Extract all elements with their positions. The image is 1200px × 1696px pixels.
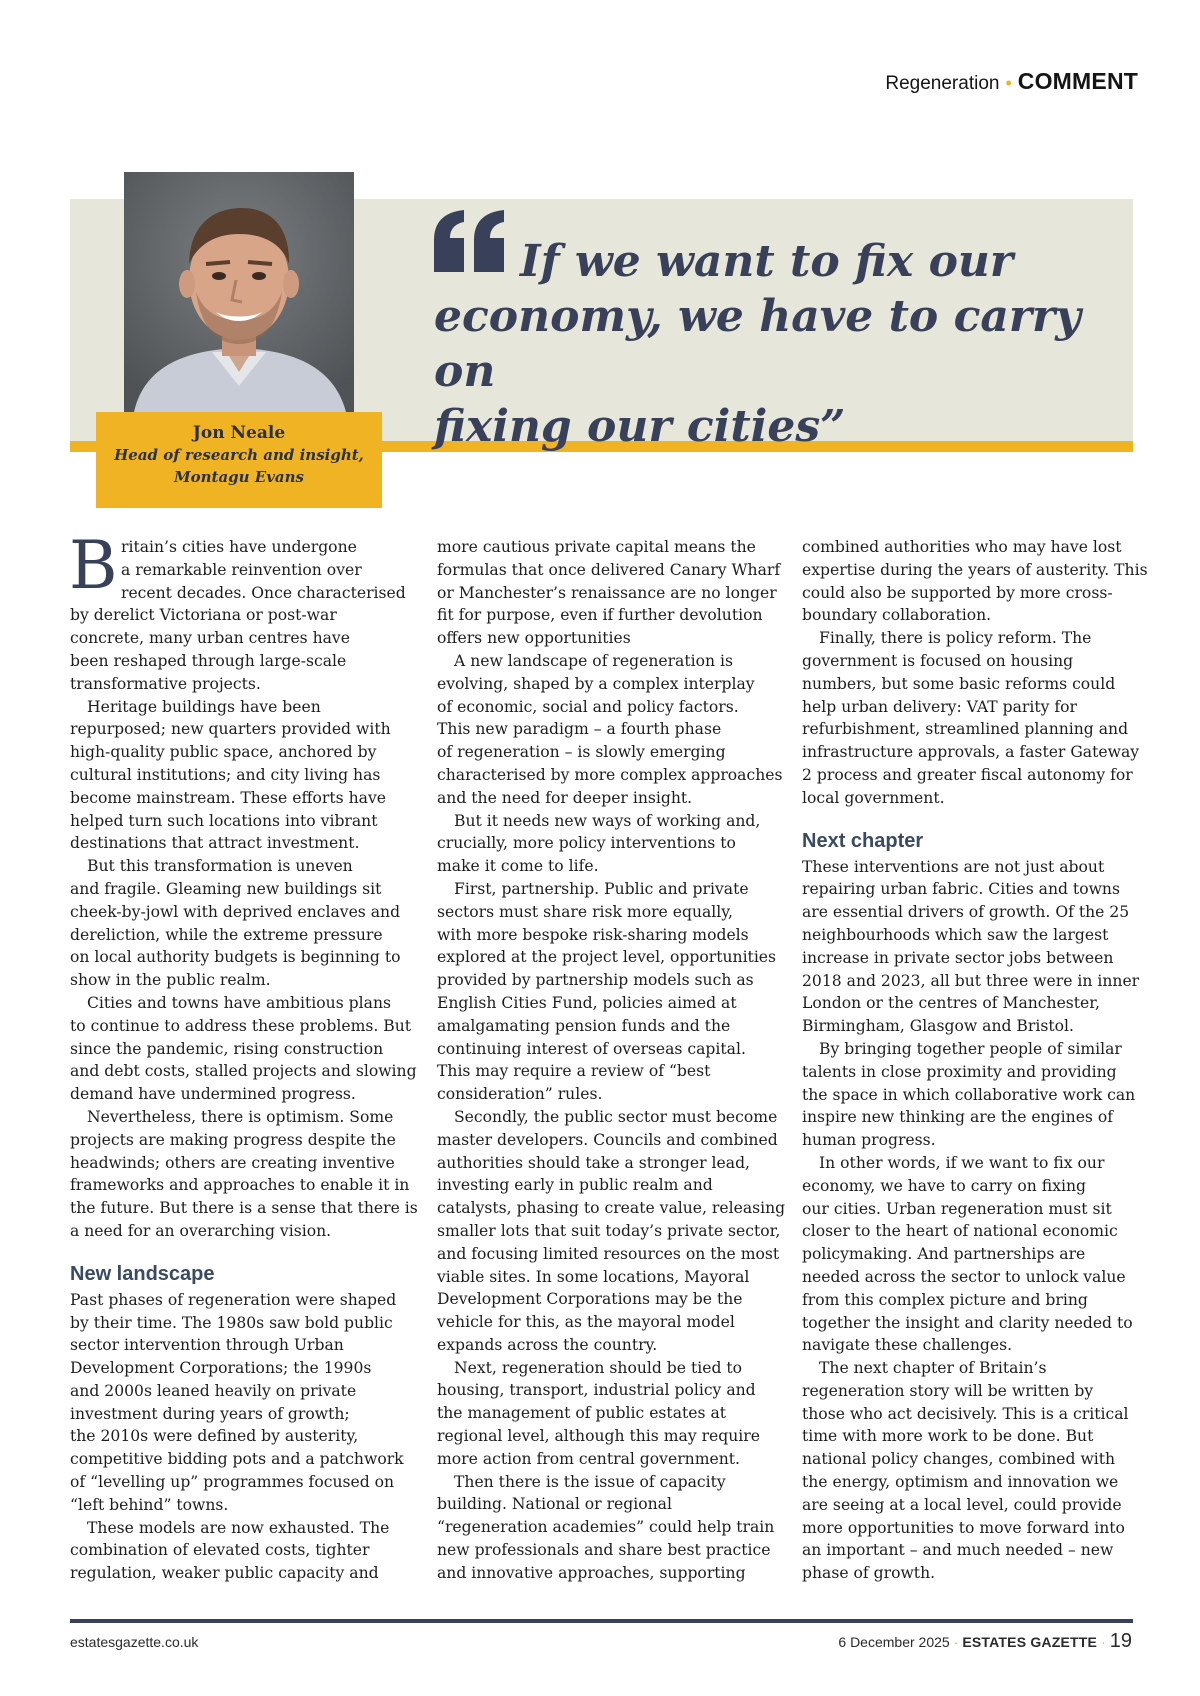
body-text-line: together the insight and clarity needed to bbox=[802, 1313, 1133, 1332]
body-text-line: repairing urban fabric. Cities and towns bbox=[802, 880, 1120, 899]
body-text-line: show in the public realm. bbox=[70, 971, 271, 990]
body-text-line: Past phases of regeneration were shaped bbox=[70, 1290, 397, 1309]
article-column-3 bbox=[802, 536, 1148, 1585]
body-text-line: government is focused on housing bbox=[802, 651, 1074, 670]
body-text-line: recent decades. Once characterised bbox=[121, 583, 406, 602]
body-text-line: master developers. Councils and combined bbox=[437, 1130, 778, 1149]
body-text-line: provided by partnership models such as bbox=[437, 971, 754, 990]
body-text-line: crucially, more policy interventions to bbox=[437, 834, 736, 853]
body-text-line: phase of growth. bbox=[802, 1564, 936, 1583]
body-text-line: This may require a review of “best bbox=[437, 1062, 711, 1081]
body-text-line: by their time. The 1980s saw bold public bbox=[70, 1313, 393, 1332]
body-text-line: headwinds; others are creating inventive bbox=[70, 1153, 395, 1172]
pull-quote-line: economy, we have to carry on bbox=[434, 291, 1081, 397]
body-text-line: with more bespoke risk-sharing models bbox=[437, 925, 749, 944]
body-text-line: vehicle for this, as the mayoral model bbox=[437, 1313, 735, 1332]
body-text-line: But it needs new ways of working and, bbox=[454, 811, 761, 830]
pull-quote bbox=[434, 234, 1114, 454]
body-text-line: In other words, if we want to fix our bbox=[819, 1153, 1105, 1172]
body-text-line: a need for an overarching vision. bbox=[70, 1221, 332, 1240]
body-text-line: economy, we have to carry on fixing bbox=[802, 1176, 1086, 1195]
body-text-line: policymaking. And partnerships are bbox=[802, 1245, 1086, 1264]
pull-quote-line: If we want to fix our bbox=[520, 236, 1014, 287]
body-text-line: amalgamating pension funds and the bbox=[437, 1016, 731, 1035]
footer-rule bbox=[70, 1619, 1133, 1623]
body-text-line: transformative projects. bbox=[70, 674, 261, 693]
body-text-line: building. National or regional bbox=[437, 1495, 672, 1514]
body-text-line: Heritage buildings have been bbox=[87, 697, 321, 716]
body-text-line: sector intervention through Urban bbox=[70, 1336, 344, 1355]
body-text-line: high-quality public space, anchored by bbox=[70, 743, 377, 762]
body-text-line: an important – and much needed – new bbox=[802, 1541, 1114, 1560]
page-number: 19 bbox=[1109, 1630, 1132, 1652]
body-text-line: navigate these challenges. bbox=[802, 1336, 1013, 1355]
body-text-line: authorities should take a stronger lead, bbox=[437, 1153, 751, 1172]
body-text-line: become mainstream. These efforts have bbox=[70, 788, 386, 807]
body-text-line: make it come to life. bbox=[437, 857, 599, 876]
body-text-line: The next chapter of Britain’s bbox=[819, 1359, 1047, 1378]
body-text-line: and the need for deeper insight. bbox=[437, 788, 693, 807]
body-text-line: boundary collaboration. bbox=[802, 606, 992, 625]
body-text-line: increase in private sector jobs between bbox=[802, 948, 1114, 967]
body-text-line: evolving, shaped by a complex interplay bbox=[437, 674, 755, 693]
body-text-line: the future. But there is a sense that there is bbox=[70, 1199, 418, 1218]
footer-separator: · bbox=[1101, 1634, 1106, 1650]
body-text-line: English Cities Fund, policies aimed at bbox=[437, 993, 737, 1012]
author-photo bbox=[124, 172, 354, 412]
body-text-line: needed across the sector to unlock value bbox=[802, 1267, 1126, 1286]
body-text-line: repurposed; new quarters provided with bbox=[70, 720, 391, 739]
body-text-line: Then there is the issue of capacity bbox=[454, 1472, 726, 1491]
pull-quote-line: fixing our cities” bbox=[434, 401, 846, 452]
body-text-line: to continue to address these problems. But bbox=[70, 1016, 412, 1035]
body-text-line: of economic, social and policy factors. bbox=[437, 697, 739, 716]
body-text-line: new professionals and share best practice bbox=[437, 1541, 771, 1560]
body-text-line: Secondly, the public sector must become bbox=[454, 1107, 778, 1126]
body-text-line: Birmingham, Glasgow and Bristol. bbox=[802, 1017, 1074, 1036]
body-text-line: projects are making progress despite the bbox=[70, 1130, 396, 1149]
header-separator: • bbox=[1005, 73, 1012, 93]
footer-website: estatesgazette.co.uk bbox=[70, 1634, 199, 1650]
body-text-line: of “levelling up” programmes focused on bbox=[70, 1473, 395, 1492]
author-name: Jon Neale bbox=[192, 423, 286, 443]
body-text-line: characterised by more complex approaches bbox=[437, 765, 783, 784]
body-text-line: London or the centres of Manchester, bbox=[802, 994, 1100, 1013]
body-text-line: These interventions are not just about bbox=[802, 857, 1105, 876]
body-text-line: housing, transport, industrial policy and bbox=[437, 1381, 756, 1400]
body-text-line: talents in close proximity and providing bbox=[802, 1062, 1117, 1081]
body-text-line: those who act decisively. This is a critical bbox=[802, 1404, 1129, 1423]
body-text-line: investment during years of growth; bbox=[70, 1404, 350, 1423]
body-text-line: our cities. Urban regeneration must sit bbox=[802, 1199, 1112, 1218]
section-heading: New landscape bbox=[70, 1262, 215, 1285]
body-text-line: the energy, optimism and innovation we bbox=[802, 1473, 1119, 1492]
body-text-line: infrastructure approvals, a faster Gateway bbox=[802, 743, 1140, 762]
body-text-line: refurbishment, streamlined planning and bbox=[802, 720, 1129, 739]
body-text-line: fit for purpose, even if further devolution bbox=[437, 606, 763, 625]
body-text-line: Next, regeneration should be tied to bbox=[454, 1358, 743, 1377]
body-text-line: neighbourhoods which saw the largest bbox=[802, 925, 1109, 944]
body-text-line: since the pandemic, rising construction bbox=[70, 1039, 384, 1058]
body-text-line: catalysts, phasing to create value, releasing bbox=[437, 1199, 786, 1218]
body-text-line: destinations that attract investment. bbox=[70, 834, 360, 853]
body-text-line: expertise during the years of austerity. This bbox=[802, 560, 1148, 579]
body-text-line: “left behind” towns. bbox=[70, 1495, 229, 1514]
body-text-line: local government. bbox=[802, 788, 945, 807]
body-text-line: are seeing at a local level, could provide bbox=[802, 1495, 1122, 1514]
body-text-line: regeneration story will be written by bbox=[802, 1381, 1094, 1400]
footer-separator: · bbox=[953, 1634, 959, 1650]
publication-name: ESTATES GAZETTE bbox=[962, 1634, 1098, 1650]
body-text-line: investing early in public realm and bbox=[437, 1176, 713, 1195]
author-role: Head of research and insight, bbox=[114, 446, 364, 464]
body-text-line: concrete, many urban centres have bbox=[70, 629, 350, 648]
body-text-line: demand have undermined progress. bbox=[70, 1085, 356, 1104]
body-text-line: inspire new thinking are the engines of bbox=[802, 1108, 1114, 1127]
body-text-line: the space in which collaborative work can bbox=[802, 1085, 1136, 1104]
body-text-line: from this complex picture and bring bbox=[802, 1290, 1088, 1309]
body-text-line: or Manchester’s renaissance are no longer bbox=[437, 583, 777, 602]
paragraph-gap bbox=[802, 810, 1140, 826]
running-head bbox=[885, 68, 1138, 95]
body-text-line: Development Corporations may be the bbox=[437, 1290, 743, 1309]
body-text-line: cheek-by-jowl with deprived enclaves and bbox=[70, 902, 401, 921]
body-text-line: This new paradigm – a fourth phase bbox=[437, 720, 722, 739]
body-text-line: national policy changes, combined with bbox=[802, 1450, 1116, 1469]
body-text-line: help urban delivery: VAT parity for bbox=[802, 697, 1078, 716]
section-heading: Next chapter bbox=[802, 829, 924, 852]
body-text-line: helped turn such locations into vibrant bbox=[70, 811, 378, 830]
body-text-line: explored at the project level, opportunities bbox=[437, 948, 777, 967]
body-text-line: continuing interest of overseas capital. bbox=[437, 1039, 746, 1058]
author-portrait-illustration bbox=[124, 172, 354, 412]
body-text-line: ritain’s cities have undergone bbox=[121, 538, 357, 556]
body-text-line: But this transformation is uneven bbox=[87, 857, 353, 876]
body-text-line: by derelict Victoriana or post-war bbox=[70, 606, 337, 625]
body-text-line: human progress. bbox=[802, 1131, 936, 1150]
body-text-line: of regeneration – is slowly emerging bbox=[437, 743, 726, 762]
issue-date: 6 December 2025 bbox=[838, 1634, 950, 1650]
body-text-line: 2 process and greater fiscal autonomy for bbox=[802, 765, 1133, 784]
body-text-line: Development Corporations; the 1990s bbox=[70, 1359, 372, 1378]
body-text-line: a remarkable reinvention over bbox=[121, 560, 362, 579]
paragraph-gap bbox=[70, 1243, 408, 1259]
body-text-line: First, partnership. Public and private bbox=[454, 879, 749, 898]
author-caption bbox=[96, 412, 382, 508]
article-column-2 bbox=[437, 536, 786, 1585]
body-text-line: Cities and towns have ambitious plans bbox=[87, 993, 391, 1012]
body-text-line: the 2010s were defined by austerity, bbox=[70, 1427, 359, 1446]
body-text-line: regulation, weaker public capacity and bbox=[70, 1564, 379, 1583]
body-text-line: and fragile. Gleaming new buildings sit bbox=[70, 879, 382, 898]
body-text-line: time with more work to be done. But bbox=[802, 1427, 1094, 1446]
body-text-line: are essential drivers of growth. Of the 25 bbox=[802, 903, 1130, 922]
body-text-line: on local authority budgets is beginning to bbox=[70, 948, 401, 967]
section-label: Regeneration bbox=[885, 73, 1000, 94]
body-text-line: and 2000s leaned heavily on private bbox=[70, 1381, 357, 1400]
body-text-line: been reshaped through large-scale bbox=[70, 651, 347, 670]
body-text-line: more opportunities to move forward into bbox=[802, 1518, 1125, 1537]
body-text-line: numbers, but some basic reforms could bbox=[802, 674, 1116, 693]
body-text-line: formulas that once delivered Canary Wharf bbox=[437, 560, 781, 579]
body-text-line: the management of public estates at bbox=[437, 1404, 727, 1423]
body-text-line: 2018 and 2023, all but three were in inner bbox=[802, 971, 1140, 990]
body-text-line: viable sites. In some locations, Mayoral bbox=[437, 1267, 750, 1286]
author-company: Montagu Evans bbox=[174, 468, 304, 486]
body-text-line: “regeneration academies” could help train bbox=[437, 1518, 775, 1537]
body-text-line: regional level, although this may require bbox=[437, 1427, 760, 1446]
article-column-1 bbox=[69, 527, 418, 1585]
body-text-line: A new landscape of regeneration is bbox=[454, 651, 733, 670]
body-text-line: sectors must share risk more equally, bbox=[437, 902, 733, 921]
body-text-line: dereliction, while the extreme pressure bbox=[70, 925, 383, 944]
body-text-line: and focusing limited resources on the most bbox=[437, 1244, 780, 1263]
body-text-line: more cautious private capital means the bbox=[437, 538, 756, 556]
body-text-line: more action from central government. bbox=[437, 1449, 740, 1468]
body-text-line: expands across the country. bbox=[437, 1335, 658, 1354]
body-text-line: Nevertheless, there is optimism. Some bbox=[87, 1107, 394, 1126]
body-text-line: closer to the heart of national economic bbox=[802, 1222, 1118, 1241]
body-text-line: frameworks and approaches to enable it in bbox=[70, 1176, 410, 1195]
body-text-line: smaller lots that suit today’s private sector, bbox=[437, 1221, 781, 1240]
drop-cap: B bbox=[69, 527, 118, 604]
body-text-line: competitive bidding pots and a patchwork bbox=[70, 1450, 404, 1469]
body-text-line: combination of elevated costs, tighter bbox=[70, 1541, 370, 1560]
body-text-line: consideration” rules. bbox=[437, 1085, 603, 1104]
body-text-line: By bringing together people of similar bbox=[819, 1039, 1122, 1058]
body-text-line: offers new opportunities bbox=[437, 629, 631, 648]
footer-publication-info bbox=[838, 1630, 1132, 1653]
body-text-line: could also be supported by more cross- bbox=[802, 583, 1113, 602]
body-text-line: and debt costs, stalled projects and slowing bbox=[70, 1062, 417, 1081]
body-text-line: Finally, there is policy reform. The bbox=[819, 629, 1092, 648]
body-text-line: and innovative approaches, supporting bbox=[437, 1563, 746, 1582]
article-kind: COMMENT bbox=[1017, 68, 1138, 94]
body-text-line: combined authorities who may have lost bbox=[802, 538, 1122, 556]
body-text-line: cultural institutions; and city living has bbox=[70, 765, 381, 784]
body-text-line: These models are now exhausted. The bbox=[87, 1518, 390, 1537]
